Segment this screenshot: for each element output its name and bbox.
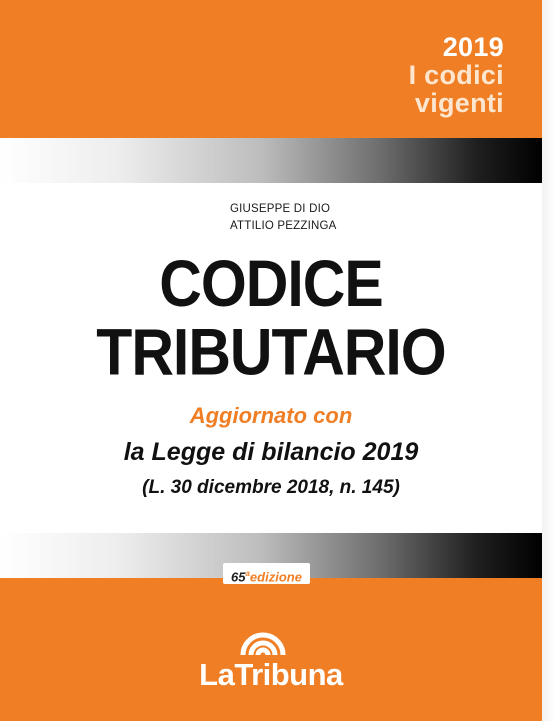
publisher-logo-text: LaTribuna xyxy=(199,657,343,692)
series-line-2: vigenti xyxy=(414,88,504,118)
series-label xyxy=(409,33,504,117)
edition-number: 65 xyxy=(231,569,246,585)
edition-superscript: a xyxy=(245,569,250,578)
authors xyxy=(230,201,337,235)
title-line-2: TRIBUTARIO xyxy=(96,314,446,389)
author-2: ATTILIO PEZZINGA xyxy=(230,220,337,232)
subtitle-line-1: Aggiornato con xyxy=(189,403,353,428)
subtitle-line-2: la Legge di bilancio 2019 xyxy=(123,438,419,466)
series-year: 2019 xyxy=(442,32,504,62)
author-1: GIUSEPPE DI DIO xyxy=(230,203,331,215)
edition-badge xyxy=(223,563,310,584)
book-title xyxy=(0,246,542,389)
page-edge-shadow xyxy=(542,0,555,721)
signal-arches-icon xyxy=(238,617,288,657)
top-orange-band xyxy=(0,0,542,138)
subtitle-line-3: (L. 30 dicembre 2018, n. 145) xyxy=(142,477,400,498)
series-line-1: I codici xyxy=(408,60,504,90)
top-gradient-bar xyxy=(0,138,542,183)
edition-word: edizione xyxy=(249,569,302,585)
title-line-1: CODICE xyxy=(159,246,383,321)
